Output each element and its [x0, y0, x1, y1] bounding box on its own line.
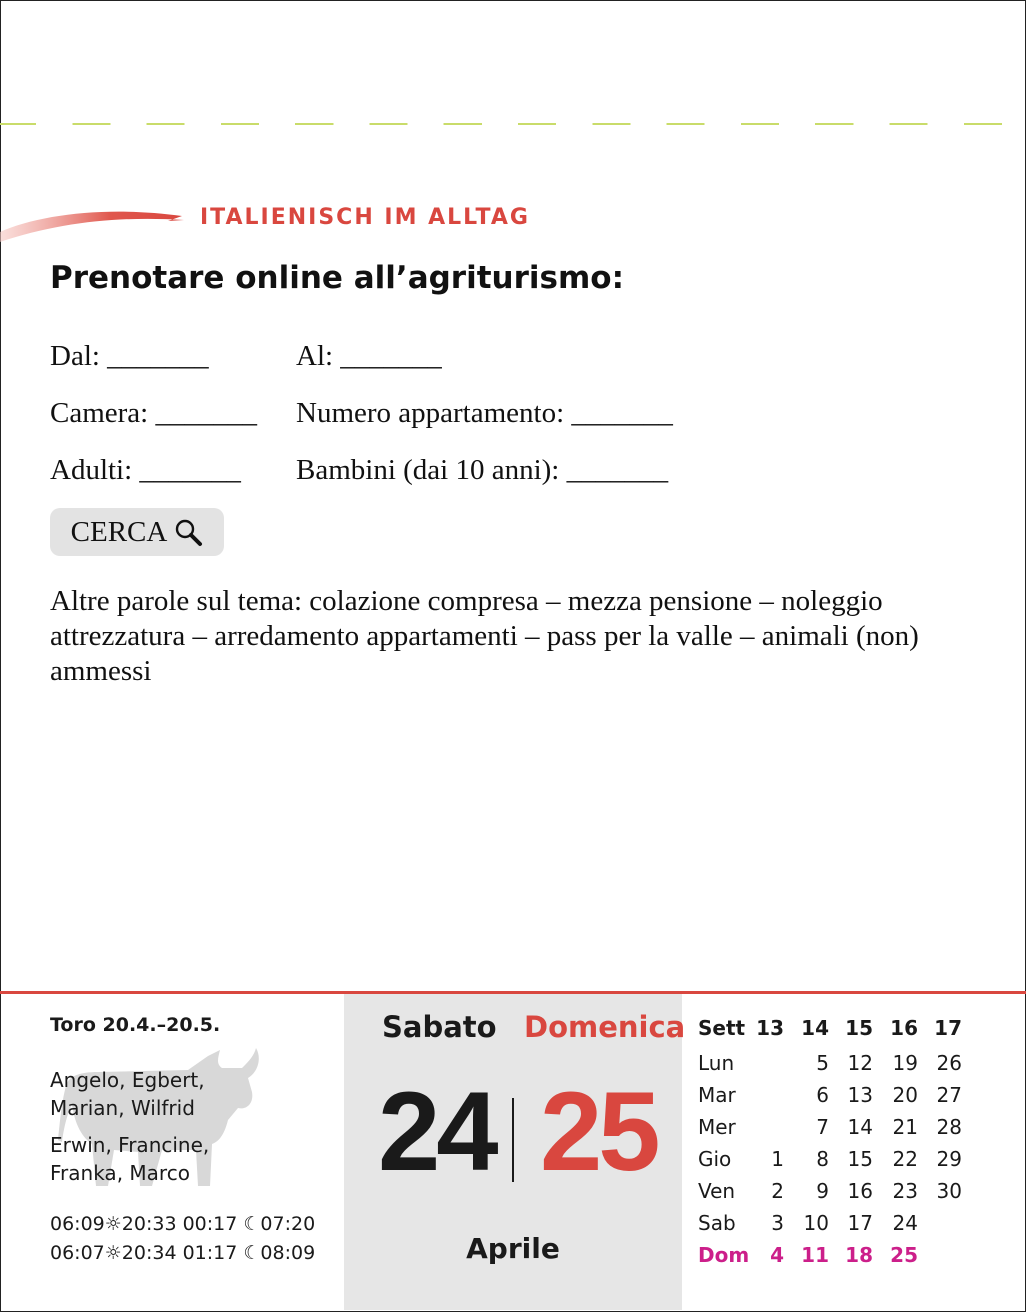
- name-days-sunday: Erwin, Francine, Franka, Marco: [50, 1133, 210, 1185]
- calendar-date-cell: 2: [771, 1179, 784, 1203]
- calendar-week-number: 17: [934, 1016, 962, 1040]
- page-title: Prenotare online all’agriturismo:: [50, 260, 624, 296]
- calendar-weekday-label: Lun: [698, 1051, 735, 1075]
- footer-left-panel: [0, 994, 344, 1310]
- weekday-saturday: Sabato: [382, 1010, 497, 1044]
- calendar-date-cell: 30: [936, 1179, 962, 1203]
- calendar-date-cell: 28: [936, 1115, 962, 1139]
- related-words: Altre parole sul tema: colazione compresa – mezza pensione – noleggio attrezzatura – arredamento appartamenti – pass per la valle – animali (non) ammessi: [50, 585, 919, 687]
- search-button-label: CERCA: [70, 515, 168, 548]
- calendar-date-cell: 15: [847, 1147, 873, 1171]
- calendar-date-cell: 6: [816, 1083, 829, 1107]
- sun-moon-saturday: 06:09☼20:33 00:17 ☾07:20: [50, 1213, 316, 1235]
- field-appartamento[interactable]: Numero appartamento: _______: [296, 397, 673, 429]
- calendar-date-cell: 23: [892, 1179, 918, 1203]
- calendar-date-cell: 10: [803, 1211, 829, 1235]
- field-camera[interactable]: Camera: _______: [50, 397, 257, 429]
- magnifier-icon: [173, 517, 203, 547]
- calendar-date-cell: 3: [771, 1211, 784, 1235]
- calendar-date-cell: 20: [892, 1083, 918, 1107]
- date-saturday: 24: [378, 1069, 495, 1194]
- calendar-date-cell: 11: [801, 1243, 829, 1267]
- calendar-date-cell: 1: [771, 1147, 784, 1171]
- cut-line: [0, 123, 1026, 125]
- zodiac-sign: Toro 20.4.–20.5.: [50, 1014, 221, 1036]
- calendar-date-cell: 18: [845, 1243, 873, 1267]
- field-al[interactable]: Al: _______: [296, 340, 442, 372]
- date-panel: [344, 994, 686, 1310]
- calendar-date-cell: 29: [936, 1147, 962, 1171]
- date-separator: [512, 1098, 514, 1182]
- calendar-date-cell: 4: [770, 1243, 784, 1267]
- calendar-weekday-label: Dom: [698, 1243, 750, 1267]
- search-button[interactable]: [50, 508, 224, 556]
- date-sunday: 25: [540, 1069, 657, 1194]
- calendar-week-number: 15: [845, 1016, 873, 1040]
- calendar-date-cell: 24: [892, 1211, 918, 1235]
- calendar-date-cell: 14: [847, 1115, 873, 1139]
- weekday-sunday: Domenica: [524, 1010, 686, 1044]
- calendar-date-cell: 17: [847, 1211, 873, 1235]
- calendar-date-cell: 12: [847, 1051, 873, 1075]
- section-kicker: ITALIENISCH IM ALLTAG: [200, 205, 530, 230]
- calendar-date-cell: 25: [890, 1243, 918, 1267]
- calendar-date-cell: 16: [847, 1179, 873, 1203]
- calendar-week-number: 14: [801, 1016, 829, 1040]
- field-dal[interactable]: Dal: _______: [50, 340, 209, 372]
- calendar-week-number: 16: [890, 1016, 918, 1040]
- sun-moon-sunday: 06:07☼20:34 01:17 ☾08:09: [50, 1242, 316, 1264]
- calendar-date-cell: 21: [892, 1115, 918, 1139]
- mini-calendar: [682, 994, 1026, 1310]
- calendar-weekday-label: Ven: [698, 1179, 736, 1203]
- calendar-week-number: 13: [756, 1016, 784, 1040]
- calendar-week-header: Sett: [698, 1016, 746, 1040]
- field-bambini[interactable]: Bambini (dai 10 anni): _______: [296, 454, 669, 486]
- calendar-date-cell: 27: [936, 1083, 962, 1107]
- calendar-weekday-label: Mer: [698, 1115, 736, 1139]
- brush-swoosh-icon: [0, 202, 190, 244]
- calendar-date-cell: 7: [816, 1115, 829, 1139]
- field-adulti[interactable]: Adulti: _______: [50, 454, 241, 486]
- name-days-saturday: Angelo, Egbert, Marian, Wilfrid: [50, 1068, 205, 1120]
- calendar-weekday-label: Gio: [698, 1147, 732, 1171]
- calendar-date-cell: 26: [936, 1051, 962, 1075]
- calendar-date-cell: 5: [816, 1051, 829, 1075]
- calendar-date-cell: 13: [847, 1083, 873, 1107]
- month-name: Aprile: [466, 1232, 560, 1265]
- calendar-date-cell: 9: [816, 1179, 829, 1203]
- calendar-date-cell: 8: [816, 1147, 829, 1171]
- calendar-weekday-label: Sab: [698, 1211, 736, 1235]
- calendar-date-cell: 22: [892, 1147, 918, 1171]
- calendar-date-cell: 19: [892, 1051, 918, 1075]
- calendar-weekday-label: Mar: [698, 1083, 736, 1107]
